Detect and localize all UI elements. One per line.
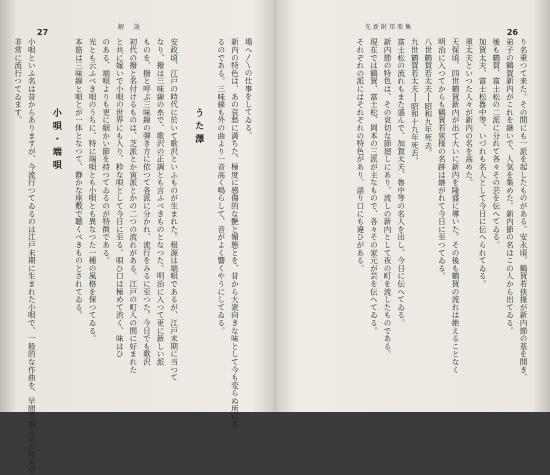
text-line: 非常に流行つてゐます。 <box>13 38 23 124</box>
right-page-text <box>289 38 530 390</box>
text-line: 場へ〳〵の仕事をしてゐる。 <box>244 38 253 140</box>
text-line: 八世鶴賀若太夫──昭和九年死去。 <box>423 38 433 157</box>
text-line: り名乗つて来た。その間にも一派を起したものがある。安永頃、鶴賀若狭掾が新内節の基を開き、 <box>519 38 528 382</box>
section-title: 小唄・端唄 <box>50 108 61 173</box>
page-number-left: 27 <box>37 28 49 37</box>
text-line: 明治に入つてからも鶴賀若狭掾の名跡は継がれて今日に至つてゐる。 <box>437 38 447 280</box>
text-line: なり、撥は三味線の糸で、歌沢の正調とも言ふべきものとなつた。明治に入つて更に新しい派 <box>156 38 166 366</box>
text-line: それぞれの派にはそれぞれの特色があり、語り口にも違ひがある。 <box>355 38 365 272</box>
text-line: 弟子の鶴賀新内がこれを継いで、人気を集めた。新内節の名はこの人から出てゐる。 <box>505 38 515 335</box>
text-line: 現在では鶴賀、富士松、岡本の三派が主なもので、各々その家元が芸を伝へてゐる。 <box>369 38 379 335</box>
text-line: 小唄といふ名は昔からありますが、今流行つてゐるのは江戸末期に生まれた小唄で、一般的な作曲を、早間で唄ふのが特色で <box>27 38 37 475</box>
text-line: 加賀太夫、富士松魯中等、いづれも名人として今日に伝へられてゐる。 <box>478 38 488 288</box>
text-line: と共に嫁いで小唄の世界にも入り、粋な唄として今日に至る。唄ひ口は極めて渋く、味はひ <box>115 38 125 358</box>
text-line: 天保頃、四世鶴賀新内が出て大いに新内を隆盛に導いた。その後も鶴賀の流れは絶えることなく <box>451 38 461 374</box>
page-number-right: 26 <box>506 28 518 37</box>
left-page-text <box>13 38 255 475</box>
text-line: のある、端唄よりも更に細かい節を持つてゐるのが特徴である。 <box>101 38 111 265</box>
text-line: 九世鶴賀若太夫──昭和十九年死去。 <box>410 38 420 165</box>
text-line: 後も鶴賀、富士松の二派に分れて各々その芸を伝へてゐる。 <box>491 38 501 249</box>
section-title: うた澤 <box>193 108 204 147</box>
text-line: 安政頃、江戸の時代に於いて歌沢といふものが生まれた。根源は端唄であるが、江戸末期に当つて <box>169 38 179 382</box>
text-line: 新内節の特色は、その哀切な節廻しにあり、流しの新内として夜の町を流したものである。 <box>383 38 393 358</box>
right-page <box>275 0 550 412</box>
text-line: 重太夫といつた人々が新内の名を高めた。 <box>464 38 474 187</box>
text-line: るのである。三味線も外の曲より一音高く鳴らして、音がよく響くやうにしてゐる。 <box>216 38 226 335</box>
text-line: 新内の特色は、あの哀愁に満ちた、極度に感傷的な艶と媚態とを、昔から大衆向きな味として今も変らぬ所にあ <box>230 38 240 428</box>
text-line: 初代の撥と名付けるものは、芝派とか寅派とかの二つの流れがある。江戸の町人の間に好まれた <box>128 38 138 374</box>
text-line: ものを、撥と呼ぶ三味線の弾き方に依つて各派に分かれ、流行をみるに至つた。今日でも歌沢 <box>142 38 152 366</box>
running-head-right: 先新附邦楽集 <box>365 24 414 31</box>
text-line: 富士松の流れもまた盛んで、加賀太夫、魯中等の名人を出し、今日に伝へてゐる。 <box>396 38 406 327</box>
text-line: 本筋は三味線と唄とが一体となつて、静かな座敷で聴くべきものとされてゐる。 <box>74 38 84 319</box>
text-line: 光とも云ふべき唄のうちに、特に端唄とも小唄とも異なつた一種の風格を保つてゐる。 <box>88 38 98 343</box>
running-head-left: 解 説 <box>118 24 143 31</box>
